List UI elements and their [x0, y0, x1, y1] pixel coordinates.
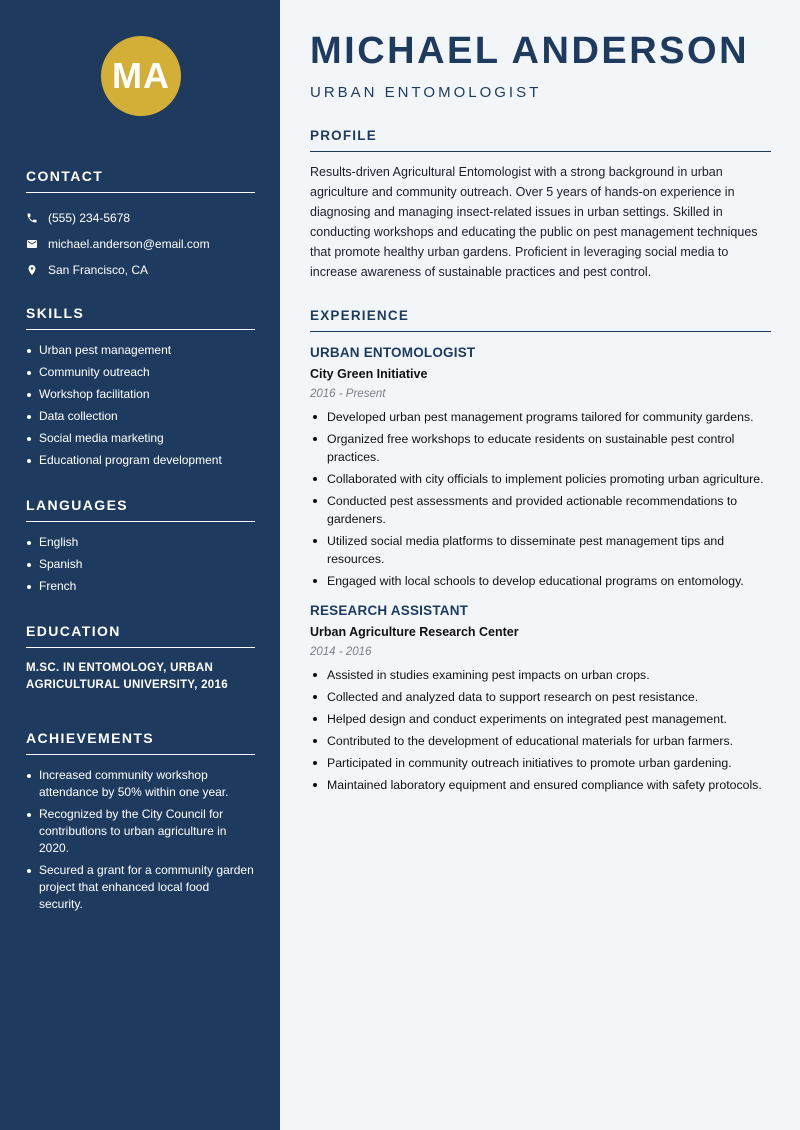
email-text[interactable]: michael.anderson@email.com: [48, 237, 210, 251]
avatar: [101, 36, 181, 116]
profile-section: [310, 128, 771, 282]
list-item: Utilized social media platforms to disseminate pest management tips and resources.: [310, 532, 771, 568]
job-title: URBAN ENTOMOLOGIST: [310, 345, 476, 360]
candidate-title: URBAN ENTOMOLOGIST: [310, 84, 542, 101]
job-title: RESEARCH ASSISTANT: [310, 603, 469, 618]
location-pin-icon: [26, 264, 48, 276]
job-company: Urban Agriculture Research Center: [310, 625, 519, 639]
list-item: Engaged with local schools to develop educational programs on entomology.: [310, 572, 771, 590]
achievements-heading: ACHIEVEMENTS: [26, 730, 255, 755]
list-item: Assisted in studies examining pest impacts on urban crops.: [310, 666, 771, 684]
list-item: Participated in community outreach initiatives to promote urban gardening.: [310, 754, 771, 772]
skills-list: [26, 342, 255, 469]
list-item: Community outreach: [26, 364, 255, 381]
languages-heading: LANGUAGES: [26, 497, 255, 522]
list-item: Increased community workshop attendance by 50% within one year.: [26, 767, 255, 801]
job-company: City Green Initiative: [310, 367, 428, 381]
list-item: Helped design and conduct experiments on integrated pest management.: [310, 710, 771, 728]
list-item: Social media marketing: [26, 430, 255, 447]
list-item: Educational program development: [26, 452, 255, 469]
experience-section: [310, 308, 771, 798]
list-item: Recognized by the City Council for contributions to urban agriculture in 2020.: [26, 806, 255, 857]
phone-icon: [26, 212, 48, 224]
list-item: English: [26, 534, 255, 551]
list-item: French: [26, 578, 255, 595]
languages-section: [26, 497, 255, 600]
job-entry: [310, 345, 771, 590]
email-icon: [26, 238, 48, 250]
profile-heading: PROFILE: [310, 128, 771, 152]
contact-email: [26, 231, 255, 257]
list-item: Developed urban pest management programs tailored for community gardens.: [310, 408, 771, 426]
languages-list: [26, 534, 255, 595]
job-dates: 2016 - Present: [310, 388, 386, 400]
list-item: Spanish: [26, 556, 255, 573]
education-heading: EDUCATION: [26, 623, 255, 648]
achievements-section: [26, 730, 255, 918]
candidate-name: MICHAEL ANDERSON: [310, 30, 750, 72]
contact-location: [26, 257, 255, 283]
list-item: Conducted pest assessments and provided actionable recommendations to gardeners.: [310, 492, 771, 528]
list-item: Collected and analyzed data to support research on pest resistance.: [310, 688, 771, 706]
skills-heading: SKILLS: [26, 305, 255, 330]
job-bullets: [310, 408, 771, 590]
achievements-list: [26, 767, 255, 913]
list-item: Urban pest management: [26, 342, 255, 359]
education-degree: M.SC. IN ENTOMOLOGY, URBAN AGRICULTURAL UNIVERSITY, 2016: [26, 662, 228, 691]
list-item: Secured a grant for a community garden project that enhanced local food security.: [26, 862, 255, 913]
profile-text: Results-driven Agricultural Entomologist with a strong background in urban agriculture and community outreach. Over 5 years of hands-on experience in diagnosing and managing insect-related issues in urban settings. Skilled in conducting workshops and educating the public on pest management techniques that promote healthy urban gardens. Proficient in leveraging social media to increase awareness of sustainable practices and pest control.: [310, 165, 758, 279]
location-text: San Francisco, CA: [48, 263, 149, 277]
sidebar: [0, 0, 280, 1130]
list-item: Workshop facilitation: [26, 386, 255, 403]
job-bullets: [310, 666, 771, 794]
contact-phone: [26, 205, 255, 231]
job-entry: [310, 603, 771, 794]
contact-section: [26, 168, 255, 283]
contact-heading: CONTACT: [26, 168, 255, 193]
list-item: Maintained laboratory equipment and ensured compliance with safety protocols.: [310, 776, 771, 794]
list-item: Contributed to the development of educational materials for urban farmers.: [310, 732, 771, 750]
education-section: [26, 623, 255, 694]
phone-text[interactable]: (555) 234-5678: [48, 211, 131, 225]
skills-section: [26, 305, 255, 474]
list-item: Data collection: [26, 408, 255, 425]
experience-heading: EXPERIENCE: [310, 308, 771, 332]
avatar-initials: MA: [112, 55, 170, 96]
job-dates: 2014 - 2016: [310, 646, 372, 658]
list-item: Organized free workshops to educate residents on sustainable pest control practices.: [310, 430, 771, 466]
list-item: Collaborated with city officials to implement policies promoting urban agriculture.: [310, 470, 771, 488]
